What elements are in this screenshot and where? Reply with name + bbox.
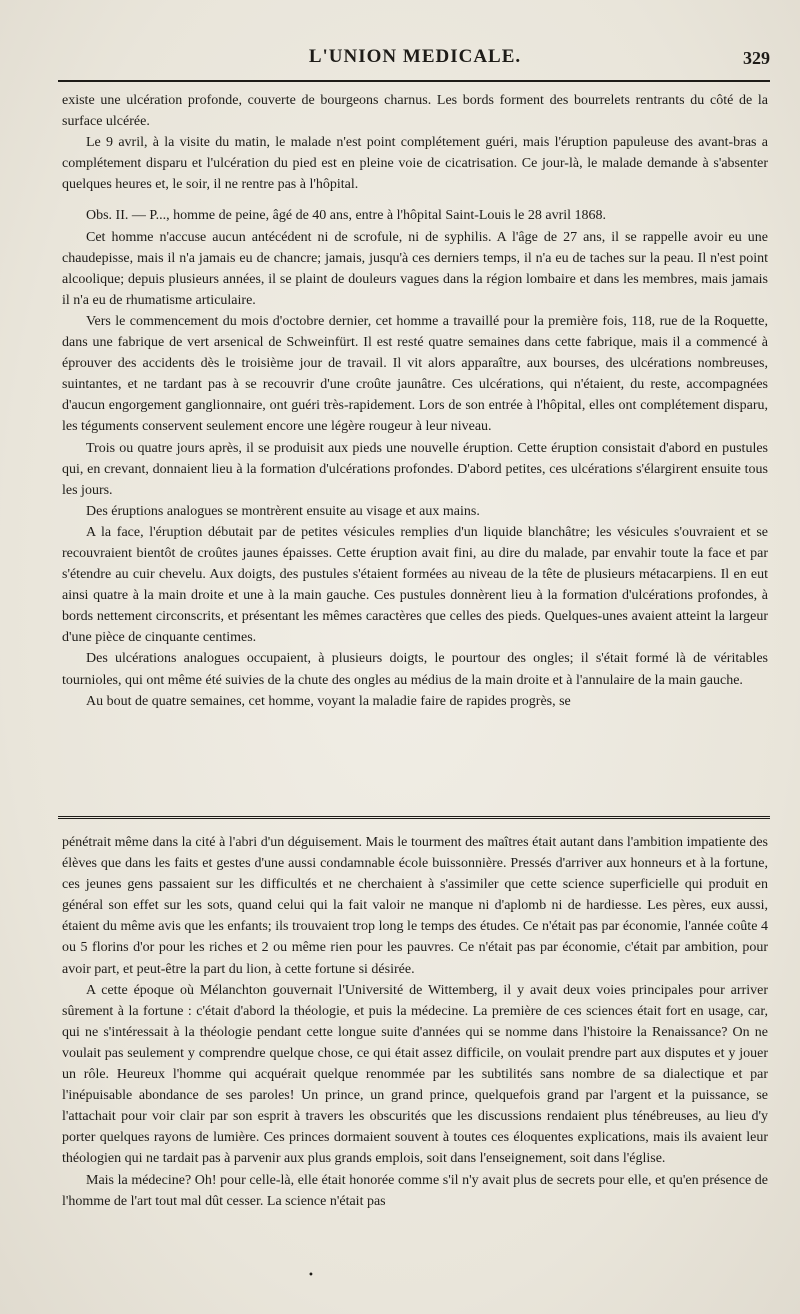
- paragraph: existe une ulcération profonde, couverte de bourgeons charnus. Les bords forment des bourrelets rentrants du côté de la surface ulcérée.: [62, 93, 768, 130]
- bottom-mark: •: [308, 1270, 314, 1281]
- running-title: L'UNION MEDICALE.: [308, 46, 522, 67]
- observation-heading: Obs. II. — P..., homme de peine, âgé de 40 ans, entre à l'hôpital Saint-Louis le 28 avril 1868.: [86, 208, 607, 224]
- header-rule: [58, 80, 770, 82]
- paragraph: Vers le commencement du mois d'octobre dernier, cet homme a travaillé pour la première fois, 118, rue de la Roquette, dans une fabrique de vert arsenical de Schweinfürt. Il est resté quatre semaines dans cette fabrique, mais il a commencé à éprouver des accidents dès le troisième jour de travail. Il vit alors apparaître, aux bourses, des ulcérations nombreuses, suintantes, et ne tardant pas à se recouvrir d'une croûte jaunâtre. Ces ulcérations, qui n'étaient, du reste, accompagnées d'aucun engorgement ganglionnaire, ont guéri très-rapidement. Lors de son entrée à l'hôpital, elles ont complétement disparu, les téguments conservent seulement encore une légère rougeur à leur niveau.: [62, 313, 768, 435]
- paragraph: Cet homme n'accuse aucun antécédent ni de scrofule, ni de syphilis. A l'âge de 27 ans, il se rappelle avoir eu une chaudepisse, mais il n'a jamais eu de chancre; jamais, jusqu'à ces derniers temps, il n'a eu de taches sur la peau. Il n'est point alcoolique; depuis plusieurs années, il se plaint de douleurs vagues dans la région lombaire et dans les membres, mais jamais il n'a eu de rhumatisme articulaire.: [62, 229, 768, 308]
- paragraph: Trois ou quatre jours après, il se produisit aux pieds une nouvelle éruption. Cette éruption consistait d'abord en pustules qui, en crevant, donnaient lieu à la formation d'ulcérations profondes. D'abord petites, ces ulcérations s'élargirent ensuite tous les jours.: [62, 440, 768, 498]
- feuilleton-text-column: [62, 832, 768, 1212]
- clinical-text-column: [62, 90, 768, 712]
- paragraph: Des ulcérations analogues occupaient, à plusieurs doigts, le pourtour des ongles; il s'était formé là de véritables tournioles, qui ont même été suivies de la chute des ongles au médius de la main droite et à l'annulaire de la main gauche.: [62, 651, 768, 688]
- paragraph: pénétrait même dans la cité à l'abri d'un déguisement. Mais le tourment des maîtres était autant dans l'ambition impatiente des élèves que dans les faits et gestes d'une aussi condamnable école buissonnière. Pressés d'arriver aux honneurs et à la fortune, ces jeunes gens passaient sur les difficultés et ne cherchaient à s'assimiler que cette science superficielle qui produit en général son effet sur les sots, quand celui qui la fait valoir ne manque ni d'aplomb ni de hardiesse. Les pères, eux aussi, étaient du même avis que les enfants; ils trouvaient trop long le temps des études. Ce n'était pas par économie, l'année coûte 4 ou 5 florins d'or pour les riches et 2 ou même rien pour les pauvres. Ce n'était pas par économie, c'était par ambition, pour avoir part, et peut-être la part du lion, à cette fortune si désirée.: [62, 835, 768, 977]
- paragraph: A cette époque où Mélanchton gouvernait l'Université de Wittemberg, il y avait deux voies principales pour arriver sûrement à la fortune : c'était d'abord la théologie, et puis la médecine. La première de ces sciences était fort en usage, car, qui ne s'intéressait à la théologie pendant cette longue suite d'années qui se nomme dans l'histoire la Renaissance? On ne voulait pas seulement y comprendre quelque chose, ce qui était assez difficile, on voulait prendre part aux disputes et y jouer un rôle. Heureux l'homme qui acquérait quelque renommée par les subtilités sans nombre de sa dialectique et par l'inépuisable abondance de ses paroles! Un prince, un grand prince, quelquefois grand par l'argent et la puissance, se l'attachait pour voir clair par son esprit à travers les obscurités que les discussions rendaient plus ténébreuses, au lieu d'y porter quelques rayons de lumière. Ces princes dormaient souvent à toutes ces éloquentes explications, mais ils avaient leur théologien qui ne tardait pas à parvenir aux plus grands emplois, soit dans l'enseignement, soit dans l'église.: [62, 982, 768, 1167]
- paragraph: Des éruptions analogues se montrèrent ensuite au visage et aux mains.: [86, 503, 480, 519]
- paragraph: Mais la médecine? Oh! pour celle-là, elle était honorée comme s'il n'y avait plus de secrets pour elle, et qu'en présence de l'homme de l'art tout mal dût cesser. La science n'était pas: [62, 1172, 768, 1209]
- page-number: 329: [743, 48, 770, 68]
- paragraph: Le 9 avril, à la visite du matin, le malade n'est point complétement guéri, mais l'éruption papuleuse des avant-bras a complétement disparu et l'ulcération du pied est en pleine voie de cicatrisation. Ce jour-là, le malade demande à s'absenter quelques heures et, le soir, il ne rentre pas à l'hôpital.: [62, 135, 768, 193]
- paragraph: A la face, l'éruption débutait par de petites vésicules remplies d'un liquide blanchâtre; les vésicules s'ouvraient et se recouvraient bientôt de croûtes jaunes épaisses. Cette éruption avait fini, au dire du malade, par envahir toute la face et par s'étendre au cuir chevelu. Aux doigts, des pustules s'étaient formées au niveau de la tête de plusieurs métacarpiens. Il en eut ainsi quatre à la main droite et une à la main gauche. Ces pustules donnèrent lieu à la formation d'ulcérations profondes, à bords nettement circonscrits, et présentant les mêmes caractères que celles des pieds. Quelques-unes avaient atteint la largeur d'une pièce de cinquante centimes.: [62, 524, 768, 646]
- page-header: [60, 46, 770, 76]
- paragraph: Au bout de quatre semaines, cet homme, voyant la maladie faire de rapides progrès, se: [86, 693, 571, 709]
- feuilleton-separator-rule: [58, 816, 770, 819]
